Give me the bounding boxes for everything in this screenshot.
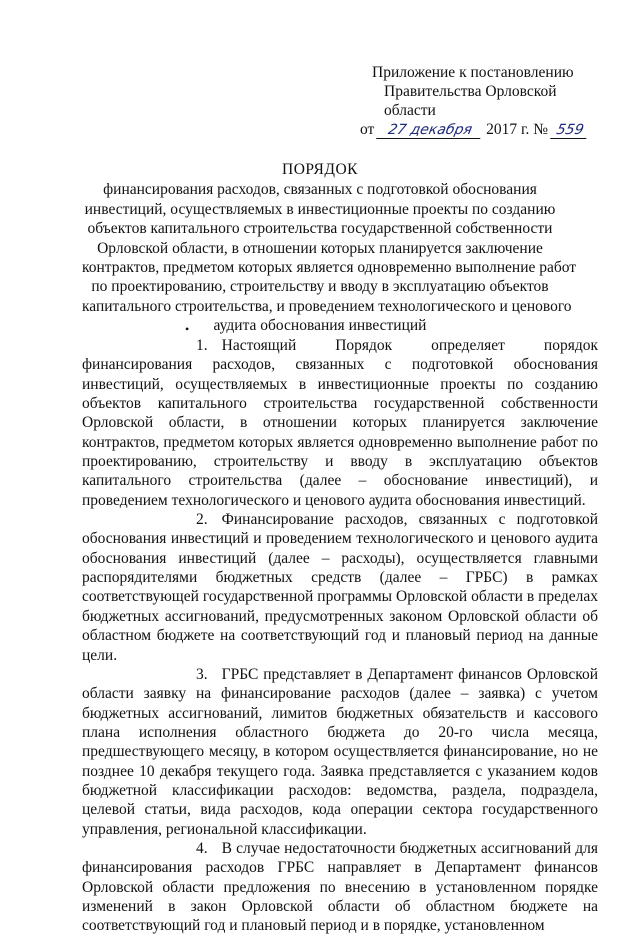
subtitle-line: финансирования расходов, связанных с подготовкой обоснования xyxy=(103,181,537,199)
paragraph-number: 1. xyxy=(196,337,208,354)
subtitle-line: Орловской области, в отношении которых планируется заключение xyxy=(97,239,543,257)
subtitle-line: капитального строительства, и проведением технологического и ценового xyxy=(82,297,572,315)
paragraph-text: ГРБС представляет в Департамент финансов Орловской области заявку на финансирование расходов (далее – заявка) с учетом бюджетных ассигнований, лимитов бюджетных обязательств и кассового плана исполнения областного бюджета до 20-го числа месяца, предшествующего месяцу, в котором осуществляется финансирование, но не позднее 10 декабря текущего года. Заявка представляется с указанием кодов бюджетной классификации расходов: ведомства, раздела, подраздела, целевой статьи, вида расходов, кода операции сектора государственного управления, региональной классификации. xyxy=(82,665,598,838)
subtitle-line: по проектированию, строительству и вводу в эксплуатацию объектов xyxy=(91,278,549,296)
paragraph-text: Настоящий Порядок определяет порядок финансирования расходов, связанных с подготовкой обоснования инвестиций, осуществляемых в инвестиционные проекты по созданию объектов капитального строительства государственной собственности Орловской области, в отношении которых планируется заключение контрактов, предметом которых является одновременно выполнение работ по проектированию, строительству и вводу в эксплуатацию объектов капитального строительства (далее – обоснование инвестиций), и проведением технологического и ценового аудита обоснования инвестиций. xyxy=(82,337,598,509)
paragraph-4 xyxy=(82,839,598,936)
paragraph-number: 4. xyxy=(196,839,208,857)
handwritten-number: 559 xyxy=(550,122,590,139)
paragraph-text: Финансирование расходов, связанных с подготовкой обоснования инвестиций и проведением технологического и ценового аудита обоснования инвестиций (далее – расходы), осуществляется главными распорядителями бюджетных средств (далее – ГРБС) в рамках соответствующей государственной программы Орловской области в пределах бюджетных ассигнований, предусмотренных законом Орловской области об областном бюджете на соответствующий год и плановый период на данные цели. xyxy=(82,511,598,664)
subtitle-line: объектов капитального строительства государственной собственности xyxy=(87,220,553,238)
year-label: 2017 г. № xyxy=(486,121,549,138)
subtitle-line: контрактов, предметом которых является одновременно выполнение работ xyxy=(82,259,577,277)
paragraph-number: 2. xyxy=(196,511,208,529)
document-title: ПОРЯДОК xyxy=(282,161,358,178)
subtitle-line: инвестиций, осуществляемых в инвестиционные проекты по созданию xyxy=(84,200,556,218)
dot-mark: • xyxy=(185,322,190,336)
approval-block xyxy=(360,63,600,139)
paragraph-1 xyxy=(82,336,598,510)
approval-line-1: Приложение к постановлению xyxy=(372,64,574,81)
handwritten-date: 27 декабря xyxy=(376,122,484,139)
subtitle-line: аудита обоснования инвестиций xyxy=(213,317,427,335)
document-body xyxy=(82,336,598,936)
paragraph-number: 3. xyxy=(196,665,208,683)
paragraph-text: В случае недостаточности бюджетных ассигнований для финансирования расходов ГРБС направляет в Департамент финансов Орловской области предложения по внесению в установленном порядке изменений в закон Орловской области об областном бюджете на соответствующий год и плановый период и в порядке, установленном xyxy=(82,839,598,935)
from-label: от xyxy=(360,121,375,138)
paragraph-2 xyxy=(82,510,598,665)
approval-line-2: Правительства Орловской области xyxy=(384,83,557,119)
approval-date-line xyxy=(360,120,600,139)
title-block xyxy=(82,160,577,336)
paragraph-3 xyxy=(82,665,598,839)
